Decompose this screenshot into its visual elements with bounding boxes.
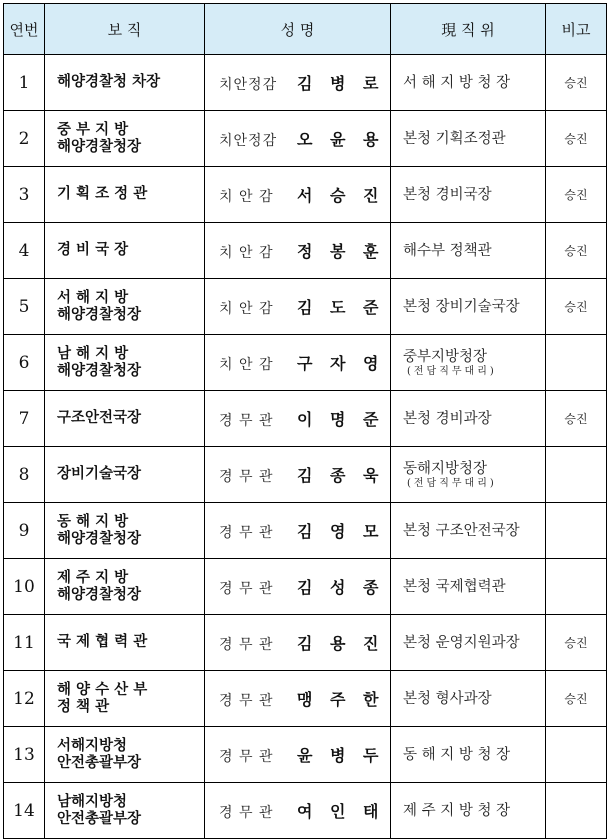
- position-line: 해양경찰청장: [57, 138, 142, 155]
- table-row: [4, 111, 607, 167]
- position-cell: [45, 335, 205, 391]
- rank-label: 경 무 관: [219, 581, 274, 597]
- position-line: 안전총괄부장: [57, 754, 142, 771]
- name-cell: [205, 559, 391, 615]
- table-row: [4, 447, 607, 503]
- position-cell: [45, 167, 205, 223]
- note-cell: [546, 335, 607, 391]
- name-cell: [205, 615, 391, 671]
- header-position: 보 직: [45, 4, 205, 55]
- note-cell: 승진: [546, 615, 607, 671]
- current-position-cell: [391, 391, 546, 447]
- note-cell: [546, 727, 607, 783]
- current-position: 본청 기획조정관: [403, 130, 506, 147]
- table-row: [4, 223, 607, 279]
- position-cell: [45, 559, 205, 615]
- row-number: 2: [4, 111, 45, 167]
- person-name: 정 봉 훈: [297, 242, 385, 261]
- position-line: 서 해 지 방: [57, 289, 129, 306]
- name-cell: [205, 335, 391, 391]
- header-note: 비고: [546, 4, 607, 55]
- current-position: 본청 경비과장: [403, 410, 492, 427]
- position-cell: [45, 503, 205, 559]
- position-cell: [45, 615, 205, 671]
- current-position-cell: [391, 223, 546, 279]
- position-cell: [45, 279, 205, 335]
- position-line: 서해지방청: [57, 737, 128, 754]
- row-number: 1: [4, 55, 45, 111]
- row-number: 9: [4, 503, 45, 559]
- position-line: 해양경찰청 차장: [57, 74, 161, 90]
- current-position: 동 해 지 방 청 장: [403, 746, 511, 763]
- person-name: 여 인 태: [297, 802, 385, 821]
- person-name: 김 병 로: [297, 74, 385, 93]
- current-position: 본청 경비국장: [403, 186, 492, 203]
- position-line: 장비기술국장: [57, 466, 142, 482]
- position-line: 제 주 지 방: [57, 569, 129, 586]
- position-cell: [45, 783, 205, 839]
- row-number: 5: [4, 279, 45, 335]
- person-name: 윤 병 두: [297, 746, 385, 765]
- name-cell: [205, 111, 391, 167]
- note-cell: 승진: [546, 167, 607, 223]
- row-number: 7: [4, 391, 45, 447]
- table-row: [4, 279, 607, 335]
- position-line: 정 책 관: [57, 698, 110, 715]
- rank-label: 치안정감: [219, 133, 278, 149]
- current-position-cell: [391, 335, 546, 391]
- row-number: 14: [4, 783, 45, 839]
- note-cell: 승진: [546, 55, 607, 111]
- person-name: 김 성 종: [297, 578, 385, 597]
- position-cell: [45, 391, 205, 447]
- position-cell: [45, 447, 205, 503]
- person-name: 서 승 진: [297, 186, 385, 205]
- row-number: 4: [4, 223, 45, 279]
- note-cell: 승진: [546, 223, 607, 279]
- current-position: 본청 형사과장: [403, 690, 492, 707]
- table-row: [4, 503, 607, 559]
- table-row: [4, 727, 607, 783]
- position-line: 해양경찰청장: [57, 586, 142, 603]
- personnel-table: [3, 3, 607, 839]
- table-row: [4, 391, 607, 447]
- person-name: 김 영 모: [297, 522, 385, 541]
- position-cell: [45, 111, 205, 167]
- current-position-cell: [391, 727, 546, 783]
- position-line: 중 부 지 방: [57, 121, 129, 138]
- person-name: 구 자 영: [297, 354, 385, 373]
- name-cell: [205, 503, 391, 559]
- row-number: 13: [4, 727, 45, 783]
- header-current-position: 現 직 위: [391, 4, 546, 55]
- row-number: 3: [4, 167, 45, 223]
- current-position: 본청 장비기술국장: [403, 298, 520, 315]
- rank-label: 경 무 관: [219, 693, 274, 709]
- position-cell: [45, 727, 205, 783]
- header-row: [4, 4, 607, 55]
- rank-label: 경 무 관: [219, 637, 274, 653]
- current-position-cell: [391, 447, 546, 503]
- person-name: 오 윤 용: [297, 130, 385, 149]
- row-number: 12: [4, 671, 45, 727]
- position-cell: [45, 55, 205, 111]
- note-cell: [546, 447, 607, 503]
- name-cell: [205, 447, 391, 503]
- acting-duty-note: (전담직무대리): [407, 365, 497, 377]
- row-number: 11: [4, 615, 45, 671]
- table-row: [4, 783, 607, 839]
- current-position-cell: [391, 167, 546, 223]
- name-cell: [205, 223, 391, 279]
- rank-label: 경 무 관: [219, 525, 274, 541]
- current-position: 서 해 지 방 청 장: [403, 74, 511, 91]
- current-position-cell: [391, 615, 546, 671]
- person-name: 김 종 욱: [297, 466, 385, 485]
- position-line: 구조안전국장: [57, 410, 142, 426]
- current-position: 제 주 지 방 청 장: [403, 802, 511, 819]
- position-line: 국 제 협 력 관: [57, 634, 148, 650]
- rank-label: 경 무 관: [219, 469, 274, 485]
- rank-label: 치 안 감: [219, 301, 274, 317]
- person-name: 김 도 준: [297, 298, 385, 317]
- current-position-cell: [391, 55, 546, 111]
- table-row: [4, 615, 607, 671]
- position-line: 기 획 조 정 관: [57, 186, 148, 202]
- note-cell: 승진: [546, 391, 607, 447]
- current-position: 해수부 정책관: [403, 242, 492, 259]
- position-line: 해양경찰청장: [57, 306, 142, 323]
- current-position: 본청 운영지원과장: [403, 634, 520, 651]
- header-no: 연번: [4, 4, 45, 55]
- position-line: 안전총괄부장: [57, 810, 142, 827]
- table-row: [4, 559, 607, 615]
- name-cell: [205, 391, 391, 447]
- current-position: 동해지방청장: [403, 460, 488, 477]
- current-position-cell: [391, 279, 546, 335]
- person-name: 이 명 준: [297, 410, 385, 429]
- note-cell: 승진: [546, 111, 607, 167]
- table-row: [4, 55, 607, 111]
- name-cell: [205, 727, 391, 783]
- acting-duty-note: (전담직무대리): [407, 477, 497, 489]
- position-line: 남해지방청: [57, 793, 128, 810]
- table-row: [4, 167, 607, 223]
- current-position-cell: [391, 559, 546, 615]
- row-number: 8: [4, 447, 45, 503]
- person-name: 맹 주 한: [297, 690, 385, 709]
- person-name: 김 용 진: [297, 634, 385, 653]
- name-cell: [205, 167, 391, 223]
- current-position: 본청 국제협력관: [403, 578, 506, 595]
- position-line: 해양경찰청장: [57, 530, 142, 547]
- rank-label: 경 무 관: [219, 413, 274, 429]
- note-cell: [546, 503, 607, 559]
- rank-label: 치 안 감: [219, 357, 274, 373]
- position-line: 해양경찰청장: [57, 362, 142, 379]
- current-position-cell: [391, 671, 546, 727]
- row-number: 10: [4, 559, 45, 615]
- rank-label: 치 안 감: [219, 245, 274, 261]
- position-line: 동 해 지 방: [57, 513, 129, 530]
- current-position: 본청 구조안전국장: [403, 522, 520, 539]
- current-position: 중부지방청장: [403, 348, 488, 365]
- name-cell: [205, 671, 391, 727]
- rank-label: 치 안 감: [219, 189, 274, 205]
- header-name: 성 명: [205, 4, 391, 55]
- note-cell: [546, 559, 607, 615]
- rank-label: 치안정감: [219, 77, 278, 93]
- current-position-cell: [391, 111, 546, 167]
- current-position-cell: [391, 503, 546, 559]
- position-cell: [45, 223, 205, 279]
- position-line: 경 비 국 장: [57, 242, 129, 258]
- note-cell: [546, 783, 607, 839]
- row-number: 6: [4, 335, 45, 391]
- position-cell: [45, 671, 205, 727]
- position-line: 해 양 수 산 부: [57, 681, 148, 698]
- table-body: [4, 55, 607, 839]
- note-cell: 승진: [546, 279, 607, 335]
- table-row: [4, 671, 607, 727]
- position-line: 남 해 지 방: [57, 345, 129, 362]
- rank-label: 경 무 관: [219, 805, 274, 821]
- name-cell: [205, 279, 391, 335]
- name-cell: [205, 55, 391, 111]
- rank-label: 경 무 관: [219, 749, 274, 765]
- name-cell: [205, 783, 391, 839]
- note-cell: 승진: [546, 671, 607, 727]
- table-row: [4, 335, 607, 391]
- current-position-cell: [391, 783, 546, 839]
